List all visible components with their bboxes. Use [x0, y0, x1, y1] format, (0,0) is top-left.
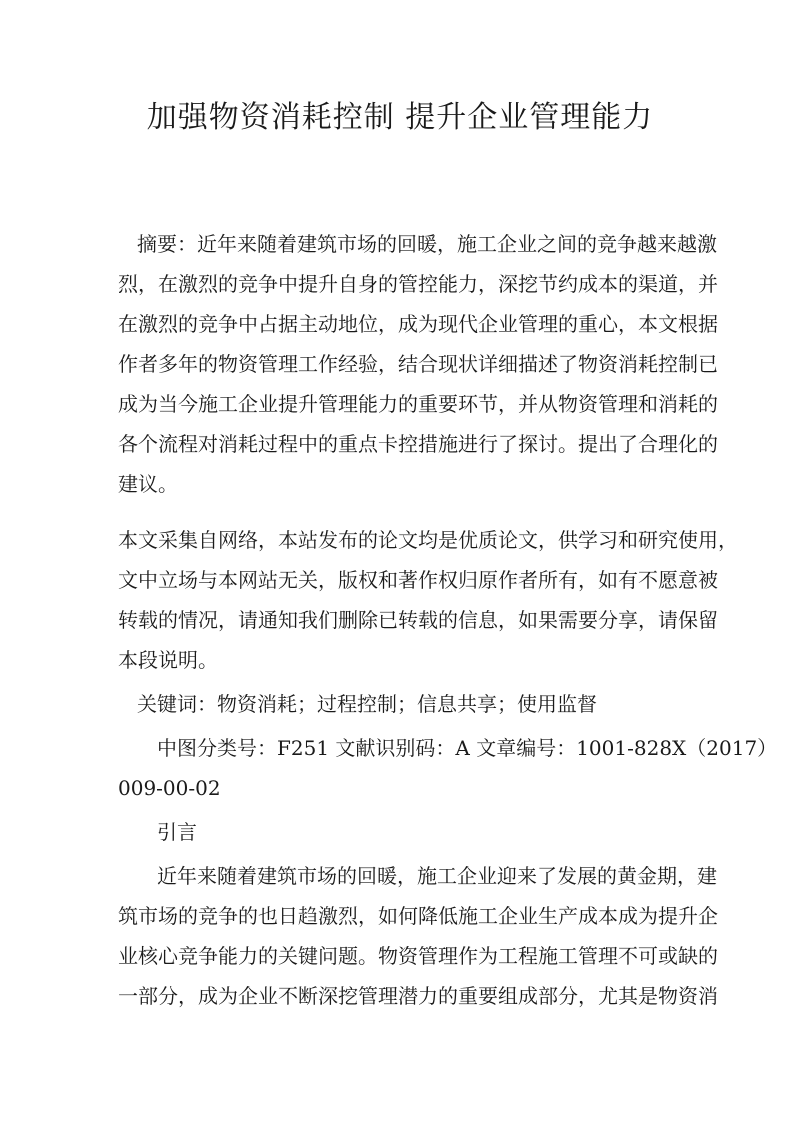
intro-line: 业核心竞争能力的关键问题。物资管理作为工程施工管理不可或缺的 — [118, 944, 718, 968]
intro-line: 近年来随着建筑市场的回暖，施工企业迎来了发展的黄金期，建 — [157, 864, 717, 888]
notice-line: 文中立场与本网站无关，版权和著作权归原作者所有，如有不愿意被 — [118, 568, 718, 592]
document-title: 加强物资消耗控制 提升企业管理能力 — [146, 100, 654, 135]
keywords-line: 关键词：物资消耗；过程控制；信息共享；使用监督 — [137, 692, 597, 716]
abstract-line: 作者多年的物资管理工作经验，结合现状详细描述了物资消耗控制已 — [118, 352, 718, 376]
classification-line: 009-00-02 — [118, 776, 221, 800]
intro-line: 筑市场的竞争的也日趋激烈，如何降低施工企业生产成本成为提升企 — [118, 904, 718, 928]
abstract-line: 摘要：近年来随着建筑市场的回暖，施工企业之间的竞争越来越激 — [137, 232, 717, 256]
abstract-line: 建议。 — [118, 472, 178, 496]
notice-line: 本段说明。 — [118, 648, 218, 672]
abstract-line: 烈，在激烈的竞争中提升自身的管控能力，深挖节约成本的渠道，并 — [118, 272, 718, 296]
intro-heading: 引言 — [157, 820, 197, 844]
intro-line: 一部分，成为企业不断深挖管理潜力的重要组成部分，尤其是物资消 — [118, 984, 718, 1008]
abstract-line: 在激烈的竞争中占据主动地位，成为现代企业管理的重心，本文根据 — [118, 312, 718, 336]
notice-line: 转载的情况，请通知我们删除已转载的信息，如果需要分享，请保留 — [118, 608, 718, 632]
classification-line: 中图分类号：F251 文献识别码：A 文章编号：1001-828X（2017） — [157, 736, 778, 760]
abstract-line: 成为当今施工企业提升管理能力的重要环节，并从物资管理和消耗的 — [118, 392, 718, 416]
abstract-line: 各个流程对消耗过程中的重点卡控措施进行了探讨。提出了合理化的 — [118, 432, 718, 456]
notice-line: 本文采集自网络，本站发布的论文均是优质论文，供学习和研究使用， — [118, 528, 738, 552]
